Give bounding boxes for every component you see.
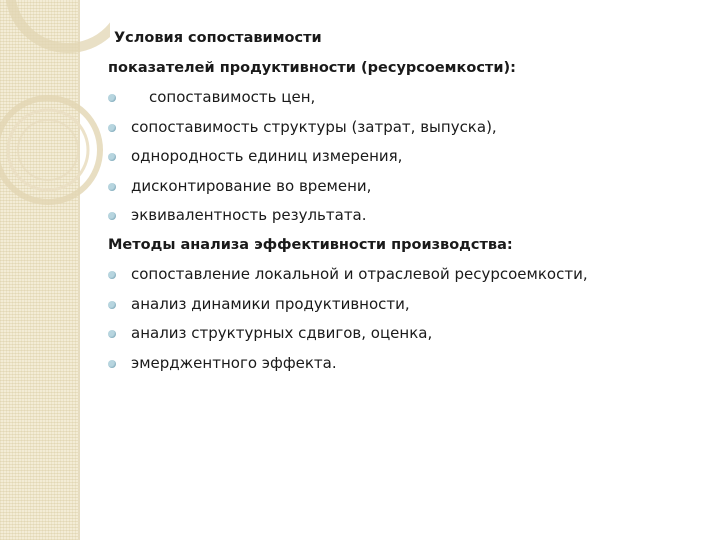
decorative-rings [0, 0, 110, 230]
list-item-text: анализ динамики продуктивности, [131, 294, 410, 313]
bullet-icon [108, 124, 116, 132]
list-item-text: анализ структурных сдвигов, оценка, [131, 324, 433, 342]
bullet-icon [108, 301, 116, 309]
bullet-icon [108, 183, 116, 191]
list-item-text: сопоставление локальной и отраслевой ресурсоемкости, [131, 265, 588, 283]
bullet-icon [108, 94, 116, 102]
section1-heading-line1: Условия сопоставимости [114, 30, 322, 46]
slide-content [108, 24, 708, 378]
list-item-text: эмерджентного эффекта. [131, 353, 337, 372]
list-item [108, 142, 708, 172]
list-item [108, 172, 708, 202]
list-item-text: однородность единиц измерения, [131, 147, 403, 165]
list-item-text: дисконтирование во времени, [131, 176, 372, 195]
list-item [108, 319, 708, 349]
list-item-text: сопоставимость структуры (затрат, выпуска), [131, 117, 497, 136]
list-item [108, 201, 708, 231]
bullet-icon [108, 153, 116, 161]
list-item [108, 349, 708, 379]
list-item-text: сопоставимость цен, [149, 88, 316, 106]
bullet-icon [108, 330, 116, 338]
list-item [108, 83, 708, 113]
bullet-icon [108, 212, 116, 220]
list-item [108, 113, 708, 143]
section1-heading-line2: показателей продуктивности (ресурсоемкости): [108, 59, 516, 76]
list-item-text: эквивалентность результата. [131, 206, 367, 224]
list-item [108, 290, 708, 320]
section2-heading: Методы анализа эффективности производства: [108, 236, 513, 253]
bullet-icon [108, 271, 116, 279]
list-item [108, 260, 708, 290]
bullet-icon [108, 360, 116, 368]
